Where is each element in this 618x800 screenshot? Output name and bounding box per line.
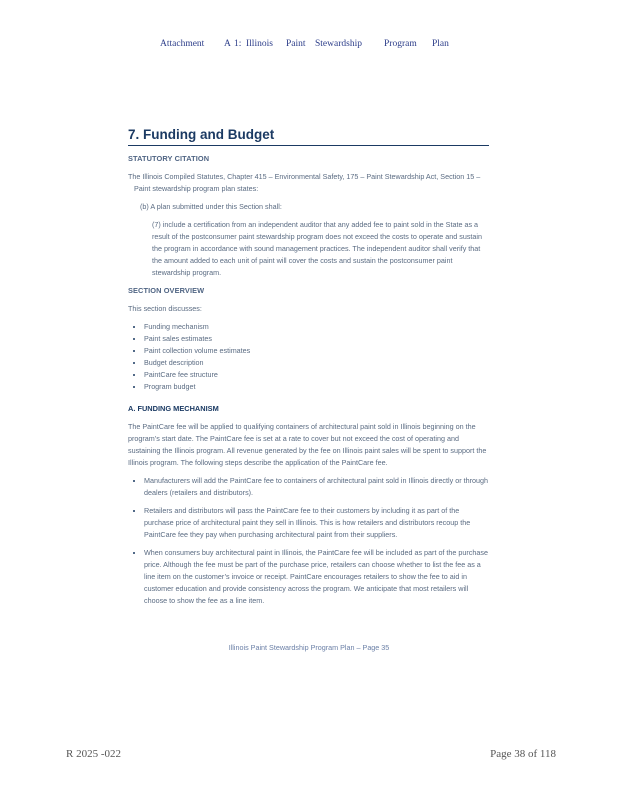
funding-steps-list bbox=[128, 475, 489, 607]
section-rule bbox=[128, 145, 489, 146]
funding-text: The PaintCare fee will be applied to qualifying containers of architectural paint sold in Illinois beginning on the program’s start date. The PaintCare fee is set at a rate to cover but not exceed the cost of operating and sustaining the Illinois program. All revenue generated by the fee on Illinois paint sales will be spent to support the Illinois program. The following steps describe the application of the PaintCare fee. bbox=[128, 422, 487, 467]
footer-rule-number: R 2025 -022 bbox=[66, 748, 121, 760]
overview-heading: SECTION OVERVIEW bbox=[128, 286, 205, 295]
header-word: Paint bbox=[286, 39, 306, 49]
header-word: Stewardship bbox=[315, 39, 362, 49]
overview-intro: This section discusses: bbox=[128, 304, 202, 313]
section-title: 7. Funding and Budget bbox=[128, 127, 275, 142]
clause-7: (7) include a certification from an independent auditor that any added fee to paint sold in the State as a result of the postconsumer paint stewardship program does not exceed the costs to operate and sustain the program in accordance with sound management practices. The independent auditor shall verify that the amount added to each unit of paint will cover the costs and sustain the postconsumer paint stewardship program. bbox=[152, 220, 483, 277]
list-item: • Funding mechanism bbox=[144, 321, 489, 333]
list-item: • Retailers and distributors will pass the PaintCare fee to their customers by including it as part of the purchase price of architectural paint they sell in Illinois. This is how retailers and distributors recoup the PaintCare fee they pay when purchasing architectural paint from their suppliers. bbox=[144, 505, 489, 541]
header-word: 1: bbox=[234, 39, 242, 49]
list-item: • When consumers buy architectural paint in Illinois, the PaintCare fee will be included as part of the purchase price. Although the fee must be part of the purchase price, retailers can choose whether to list the fee as a line item on the customer’s invoice or receipt. PaintCare encourages retailers to show the fee to aid in customer education and provide consistency across the program. We anticipate that most retailers will choose to show the fee as a line item. bbox=[144, 547, 489, 607]
overview-list bbox=[128, 321, 489, 393]
header-word: Plan bbox=[432, 39, 449, 49]
list-item: • Budget description bbox=[144, 357, 489, 369]
list-item: • Paint sales estimates bbox=[144, 333, 489, 345]
footer-page-number: Page 38 of 118 bbox=[490, 748, 556, 760]
statute-text: The Illinois Compiled Statutes, Chapter 415 – Environmental Safety, 175 – Paint Stewardship Act, Section 15 – Paint stewardship program plan states: bbox=[128, 172, 481, 193]
list-item: • Manufacturers will add the PaintCare fee to containers of architectural paint sold in Illinois directly or through dealers (retailers and distributors). bbox=[144, 475, 489, 499]
list-item: • Program budget bbox=[144, 381, 489, 393]
header-word: Illinois bbox=[246, 39, 273, 49]
list-item: • Paint collection volume estimates bbox=[144, 345, 489, 357]
statutory-heading: STATUTORY CITATION bbox=[128, 154, 210, 163]
clause-b: (b) A plan submitted under this Section shall: bbox=[140, 202, 282, 211]
header-word: A bbox=[224, 39, 231, 49]
header-word: Attachment bbox=[160, 39, 205, 49]
header-word: Program bbox=[384, 39, 417, 49]
list-item: • PaintCare fee structure bbox=[144, 369, 489, 381]
inner-page-footer: Illinois Paint Stewardship Program Plan – Page 35 bbox=[228, 643, 390, 652]
funding-heading: A. FUNDING MECHANISM bbox=[128, 404, 219, 413]
page-body bbox=[128, 153, 489, 615]
